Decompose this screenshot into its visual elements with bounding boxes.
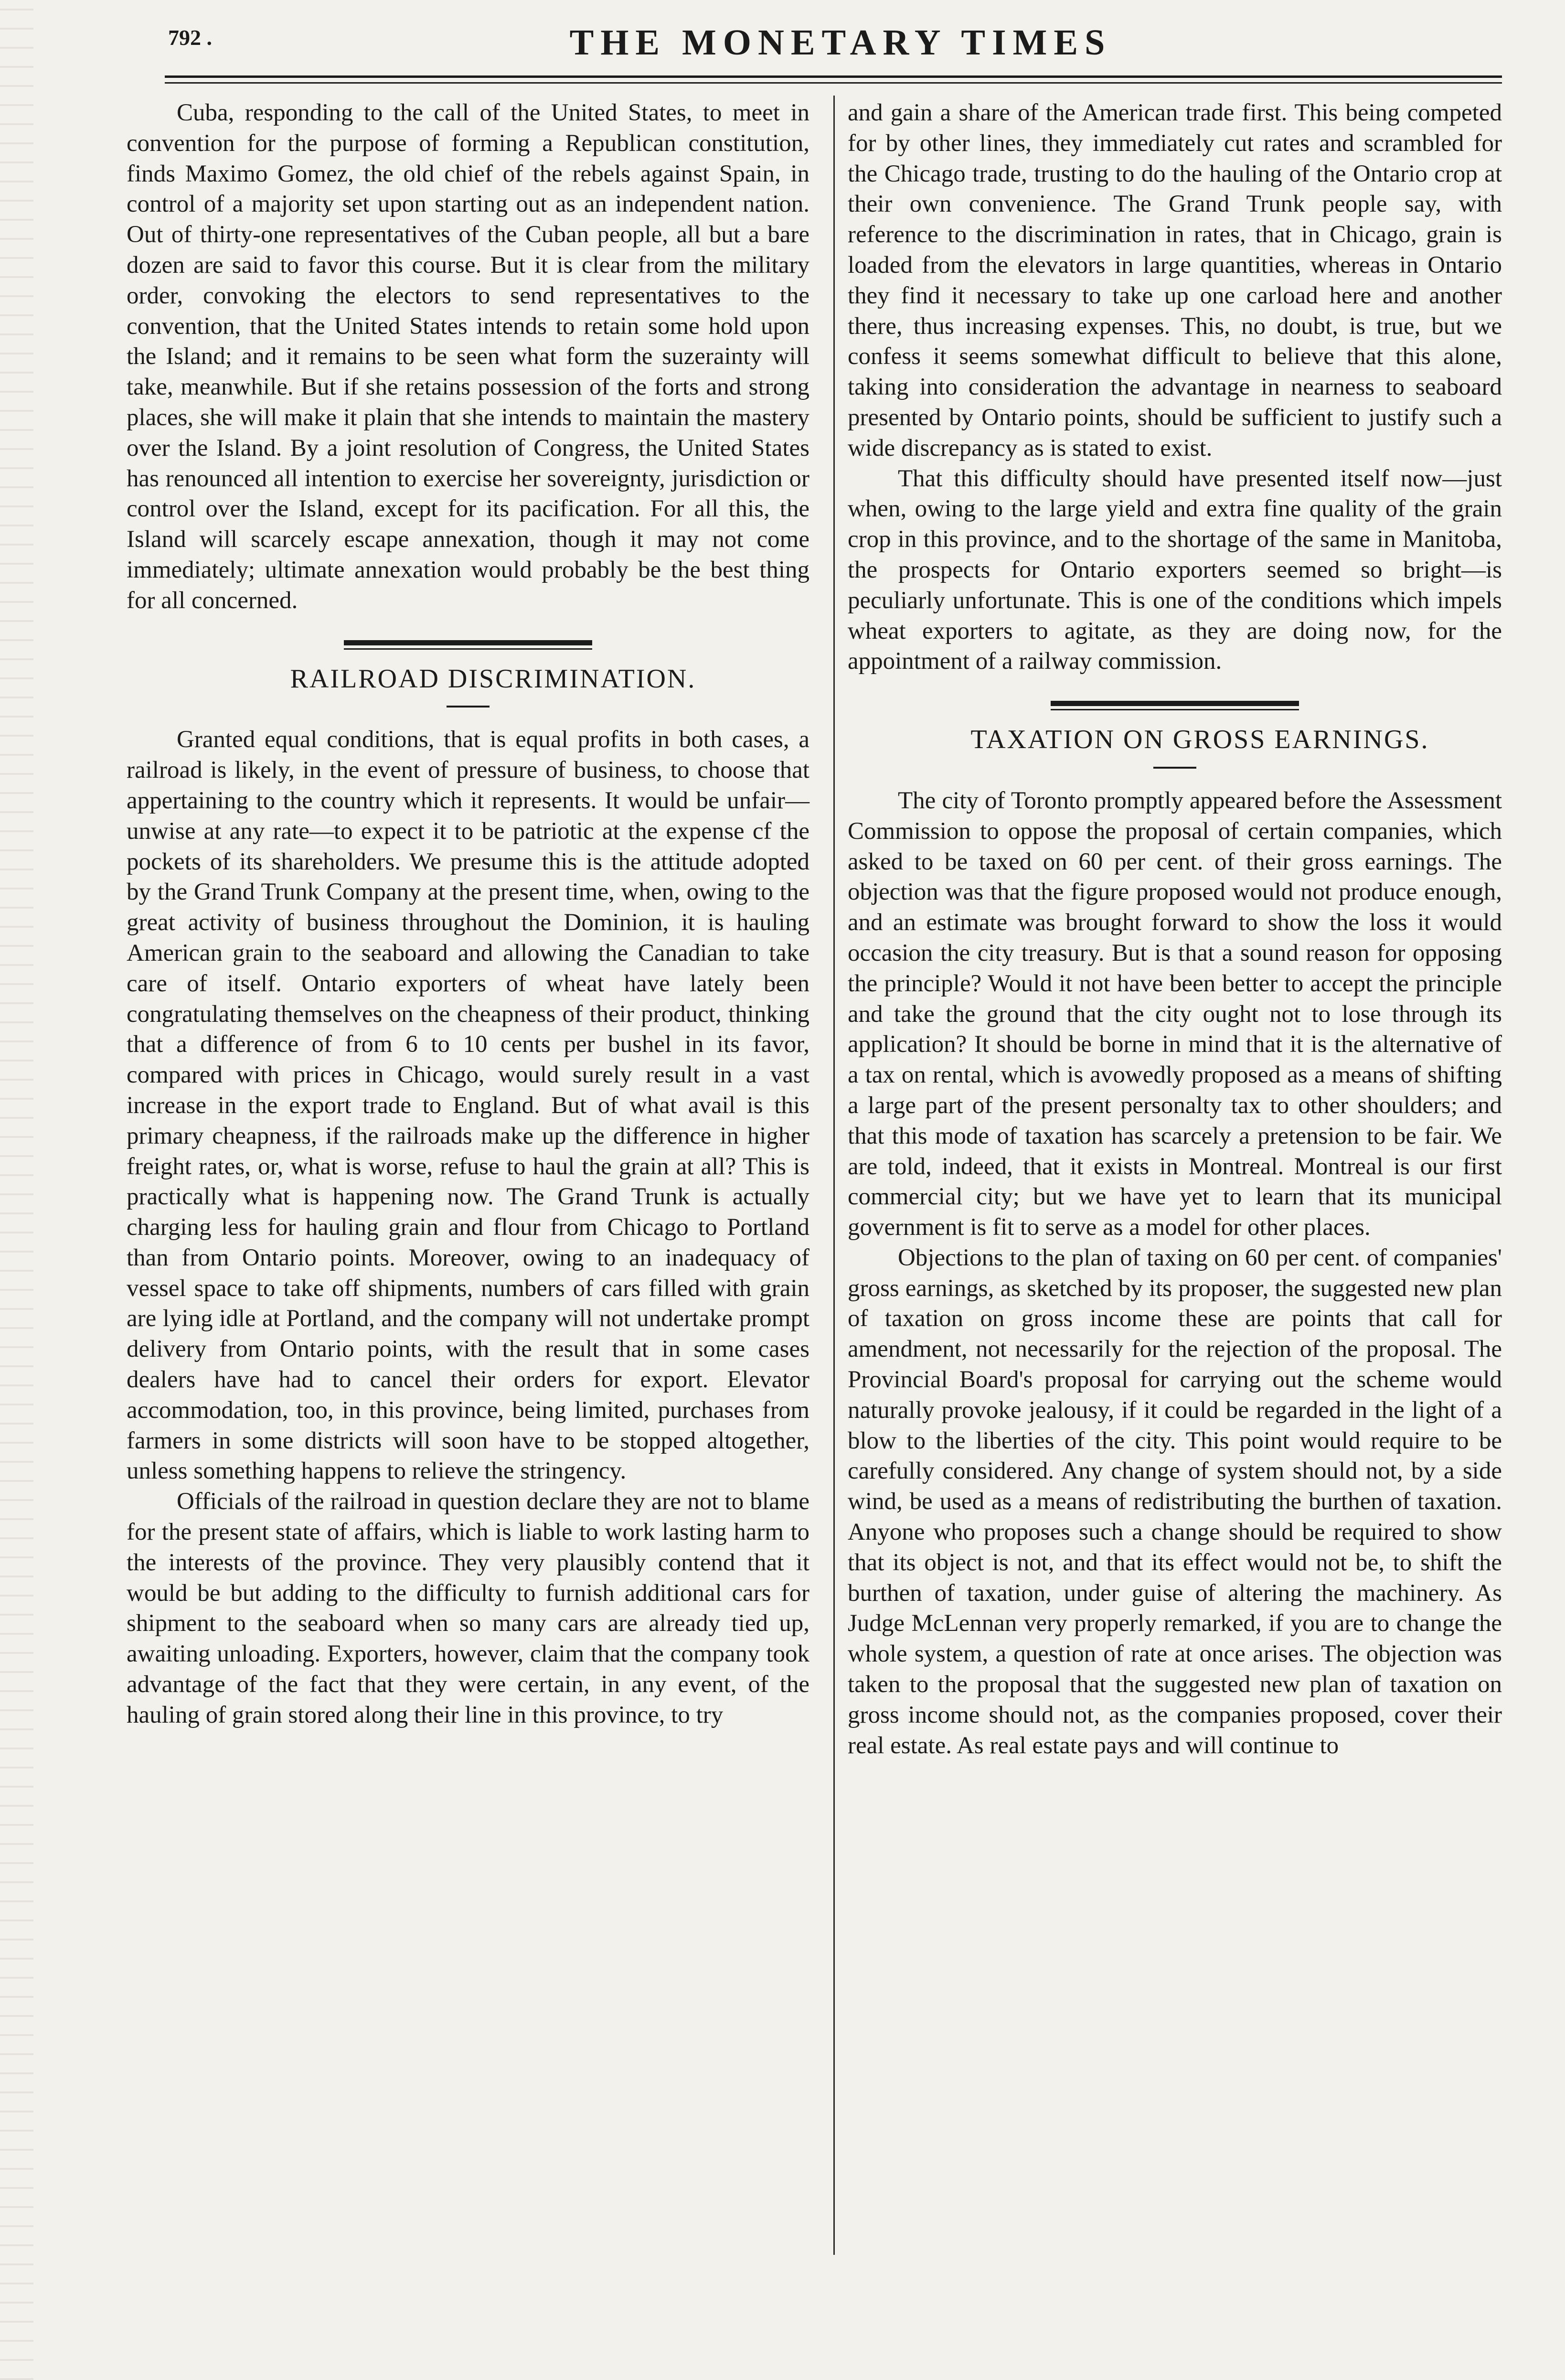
masthead-title: THE MONETARY TIMES — [569, 22, 1112, 63]
railroad-heading: RAILROAD DISCRIMINATION. — [290, 664, 696, 694]
header-rule-thin — [165, 82, 1502, 84]
railroad-paragraph-1: Granted equal conditions, that is equal profits in both cases, a railroad is likely, in the event of pressure of business, to choose that appertaining to the country which it represents. It would be unfair—unwise at any rate—to expect it to be patriotic at the expense cf the pockets of its shareholders. We presume this is the attitude adopted by the Grand Trunk Company at the present time, when, owing to the great activity of business throughout the Dominion, it is hauling American grain to the seaboard and allowing the Canadian to take care of itself. Ontario exporters of wheat have lately been congratulating themselves on the cheapness of their product, thinking that a difference of from 6 to 10 cents per bushel in its favor, compared with prices in Chicago, would surely result in a vast increase in the export trade to England. But of what avail is this primary cheapness, if the railroads make up the difference in higher freight rates, or, what is worse, refuse to haul the grain at all? This is practically what is happening now. The Grand Trunk is actually charging less for hauling grain and flour from Chicago to Portland than from Ontario points. Moreover, owing to an inadequacy of vessel space to take off shipments, numbers of cars filled with grain are lying idle at Portland, and the company will not undertake prompt delivery from Ontario points, with the result that in some cases dealers have had to cancel their orders for export. Elevator accommodation, too, in this province, being limited, purchases from farmers in some districts will soon have to be stopped altogether, unless something happens to relieve the stringency. — [127, 726, 809, 1485]
binding-edge — [0, 0, 33, 2380]
taxation-paragraph-1: The city of Toronto promptly appeared before the Assessment Commission to oppose the proposal of certain companies, which asked to be taxed on 60 per cent. of their gross earnings. The objection was that the figure proposed would not produce enough, and an estimate was brought forward to show the loss it would occasion the city treasury. But is that a sound reason for opposing the principle? Would it not have been better to accept the principle and take the ground that the city ought not to lose through its application? It should be borne in mind that it is the alternative of a tax on rental, which is avowedly proposed as a means of shifting a large part of the present personalty tax to other shoulders; and that this mode of taxation has scarcely a pretension to be fair. We are told, indeed, that it exists in Montreal. Montreal is our first commercial city; but we have yet to learn that its municipal government is fit to serve as a model for other places. — [848, 787, 1502, 1241]
heading-dash — [1153, 767, 1196, 769]
page-number: 792 . — [168, 25, 212, 50]
right-column — [848, 98, 1502, 1761]
railroad-paragraph-3: That this difficulty should have presented itself now—just when, owing to the large yield and extra fine quality of the grain crop in this province, and to the shortage of the same in Manitoba, the prospects for Ontario exporters seemed so bright—is peculiarly unfortunate. This is one of the conditions which impels wheat exporters to agitate, as they are doing now, for the appointment of a railway commission. — [848, 465, 1502, 675]
section-ornament — [344, 640, 592, 650]
column-divider — [833, 96, 835, 2255]
taxation-paragraph-2: Objections to the plan of taxing on 60 per cent. of companies' gross earnings, as sketched by its proposer, the suggested new plan of taxation on gross income these are points that call for amendment, not necessarily for the rejection of the proposal. The Provincial Board's proposal for carrying out the scheme would naturally provoke jealousy, if it could be regarded in the light of a blow to the liberties of the city. This point would require to be carefully considered. Any change of system should not, by a side wind, be used as a means of redistributing the burthen of taxation. Anyone who proposes such a change should be required to show that its object is not, and that its effect would not be, to shift the burthen of taxation, under guise of altering the machinery. As Judge McLennan very properly remarked, if you are to change the whole system, a question of rate at once arises. The objection was taken to the proposal that the suggested new plan of taxation on gross income should not, as the companies proposed, cover their real estate. As real estate pays and will continue to — [848, 1244, 1502, 1759]
railroad-paragraph-2: Officials of the railroad in question declare they are not to blame for the present state of affairs, which is liable to work lasting harm to the interests of the province. They very plausibly contend that it would be but adding to the difficulty to furnish additional cars for shipment to the seaboard when so many cars are already tied up, awaiting unloading. Exporters, however, claim that the company took advantage of the fact that they were certain, in any event, of the hauling of grain stored along their line in this province, to try — [127, 1488, 809, 1728]
taxation-heading: TAXATION ON GROSS EARNINGS. — [970, 725, 1429, 755]
heading-dash — [447, 706, 490, 708]
header-rule — [165, 75, 1502, 78]
cuba-paragraph: Cuba, responding to the call of the United States, to meet in convention for the purpose of forming a Republican constitution, finds Maximo Gomez, the old chief of the rebels against Spain, in control of a majority set upon starting out as an independent nation. Out of thirty-one representatives of the Cuban people, all but a bare dozen are said to favor this course. But it is clear from the military order, convoking the electors to send representatives to the convention, that the United States intends to retain some hold upon the Island; and it remains to be seen what form the suzerainty will take, meanwhile. But if she retains possession of the forts and strong places, she will make it plain that she intends to maintain the mastery over the Island. By a joint resolution of Congress, the United States has renounced all intention to exercise her sovereignty, jurisdiction or control over the Island, except for its pacification. For all this, the Island will scarcely escape annexation, though it may not come immediately; ultimate annexation would probably be the best thing for all concerned. — [127, 99, 809, 614]
railroad-continuation: and gain a share of the American trade first. This being competed for by other lines, they immediately cut rates and scrambled for the Chicago trade, trusting to do the hauling of the Ontario crop at their own convenience. The Grand Trunk people say, with reference to the discrimination in rates, that in Chicago, grain is loaded from the elevators in large quantities, whereas in Ontario they find it necessary to take up one carload here and another there, thus increasing expenses. This, no doubt, is true, but we confess it seems somewhat difficult to believe that this alone, taking into consideration the advantage in nearness to seaboard presented by Ontario points, should be sufficient to justify such a wide discrepancy as is stated to exist. — [848, 99, 1502, 461]
section-ornament — [1051, 701, 1299, 710]
left-column — [127, 98, 809, 1731]
